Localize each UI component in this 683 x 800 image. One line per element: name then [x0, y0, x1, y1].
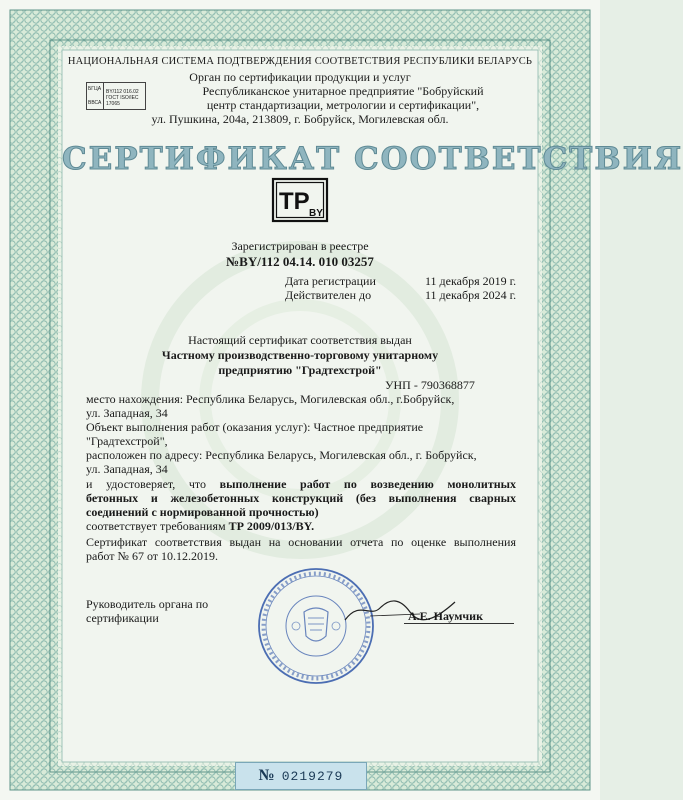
certifies-line-2: бетонных и железобетонных конструкций (без выполнения сварных — [86, 491, 516, 505]
signatory-name: А.Е. Наумчик — [408, 609, 484, 623]
registry-label: Зарегистрирован в реестре — [231, 239, 369, 253]
valid-until-date: 11 декабря 2024 г. — [425, 288, 517, 302]
logo-main-text: TP — [279, 188, 310, 215]
basis-line-2: работ № 67 от 10.12.2019. — [86, 549, 219, 563]
valid-until-label: Действителен до — [285, 288, 372, 302]
accreditation-right-1: BY/112 016.02 — [106, 89, 139, 95]
complies-prefix: соответствует требованиям — [86, 519, 229, 533]
complies-standard: ТР 2009/013/BY. — [228, 519, 315, 533]
holder-line-1: Частному производственно-торговому унитарному — [161, 348, 439, 362]
complies-line — [86, 519, 314, 533]
tr-by-logo — [272, 178, 328, 222]
unp-number — [385, 378, 475, 392]
authority-line-4: ул. Пушкина, 204а, 213809, г. Бобруйск, Могилевская обл. — [151, 112, 449, 126]
signatory-role-1: Руководитель органа по — [86, 597, 209, 611]
accreditation-right-2: ГОСТ ISO/IEC 17065 — [106, 95, 139, 107]
object-street: ул. Западная, 34 — [86, 462, 168, 476]
authority-line-3: центр стандартизации, метрологии и сертификации", — [206, 98, 480, 112]
accreditation-box — [86, 82, 146, 110]
serial-number: 0219279 — [281, 769, 344, 784]
authority-line-2: Республиканское унитарное предприятие "Бобруйский — [202, 84, 484, 98]
registration-date-label: Дата регистрации — [285, 274, 376, 288]
serial-number-plate — [235, 762, 367, 790]
authority-line-1: Орган по сертификации продукции и услуг — [189, 70, 411, 84]
certifies-line-1 — [86, 477, 516, 491]
accreditation-left-3: ВВСА — [88, 100, 102, 106]
location-street: ул. Западная, 34 — [86, 406, 168, 420]
signatory-role-2: сертификации — [86, 611, 159, 625]
unp-text: УНП - 790368877 — [385, 378, 475, 392]
certificate-title: СЕРТИФИКАТ СООТВЕТСТВИЯ — [62, 141, 683, 177]
number-sign: № — [258, 767, 276, 784]
signature-line — [404, 623, 514, 624]
logo-sub-text: BY — [309, 208, 323, 219]
basis-line-1: Сертификат соответствия выдан на основании отчета по оценке выполнения — [86, 535, 516, 549]
certifies-prefix: и удостоверяет, что — [86, 477, 220, 491]
national-system-caption: НАЦИОНАЛЬНАЯ СИСТЕМА ПОДТВЕРЖДЕНИЯ СООТВЕТСТВИЯ РЕСПУБЛИКИ БЕЛАРУСЬ — [67, 56, 533, 67]
certifies-line-3: соединений с нормированной прочностью) — [86, 505, 319, 519]
registration-date: 11 декабря 2019 г. — [425, 274, 517, 288]
object-line: Объект выполнения работ (оказания услуг): Частное предприятие — [86, 420, 424, 434]
holder-line-2: предприятию "Градтехстрой" — [218, 363, 382, 377]
issued-intro: Настоящий сертификат соответствия выдан — [188, 333, 412, 347]
object-address: расположен по адресу: Республика Беларусь, Могилевская обл., г. Бобруйск, — [86, 448, 477, 462]
registry-number: №BY/112 04.14. 010 03257 — [226, 254, 374, 269]
accreditation-left-1: БГЦА — [88, 86, 102, 92]
location-line: место нахождения: Республика Беларусь, Могилевская обл., г.Бобруйск, — [86, 392, 455, 406]
object-name: "Градтехстрой", — [86, 434, 168, 448]
certifies-scope-1: выполнение работ по возведению монолитных — [219, 477, 516, 491]
